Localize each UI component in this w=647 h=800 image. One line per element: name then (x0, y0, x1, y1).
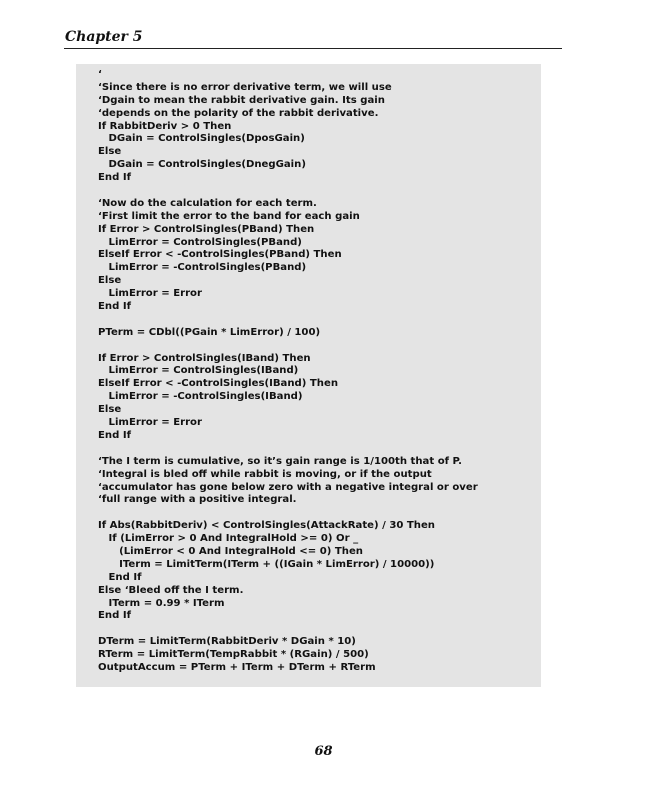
code-line: ElseIf Error < -ControlSingles(PBand) Then (98, 249, 342, 261)
code-line: ‘full range with a positive integral. (98, 494, 297, 506)
code-line: (LimError < 0 And IntegralHold <= 0) Then (98, 545, 363, 557)
code-line: LimError = -ControlSingles(PBand) (98, 262, 307, 274)
code-line (98, 185, 541, 198)
code-line: LimError = ControlSingles(PBand) (98, 236, 302, 248)
code-line (98, 443, 541, 456)
header-rule (64, 48, 562, 49)
code-line: End If (98, 571, 142, 583)
code-line: PTerm = CDbl((PGain * LimError) / 100) (98, 326, 321, 338)
code-line (98, 623, 541, 636)
chapter-title: Chapter 5 (65, 29, 143, 45)
code-line: Else (98, 275, 122, 287)
code-line: DTerm = LimitTerm(RabbitDeriv * DGain * 10) (98, 636, 356, 648)
code-line: ‘depends on the polarity of the rabbit derivative. (98, 107, 379, 119)
code-line: ITerm = LimitTerm(ITerm + ((IGain * LimError) / 10000)) (98, 558, 435, 570)
code-line: ‘Since there is no error derivative term, we will use (98, 81, 392, 93)
code-line: If (LimError > 0 And IntegralHold >= 0) Or _ (98, 533, 359, 545)
code-line: ElseIf Error < -ControlSingles(IBand) Then (98, 378, 339, 390)
code-line: End If (98, 301, 131, 313)
code-line: ITerm = 0.99 * ITerm (98, 597, 225, 609)
code-line: ‘Dgain to mean the rabbit derivative gain. Its gain (98, 94, 385, 106)
code-line: ‘Integral is bled off while rabbit is moving, or if the output (98, 468, 432, 480)
code-line: Else (98, 146, 122, 158)
code-line: ‘The I term is cumulative, so it’s gain range is 1/100th that of P. (98, 455, 462, 467)
code-line: Else ‘Bleed off the I term. (98, 584, 244, 596)
code-line: LimError = Error (98, 417, 202, 429)
code-line: If Abs(RabbitDeriv) < ControlSingles(AttackRate) / 30 Then (98, 520, 435, 532)
code-line: End If (98, 172, 131, 184)
code-line: End If (98, 429, 131, 441)
code-line: ‘First limit the error to the band for each gain (98, 210, 360, 222)
code-line: LimError = Error (98, 288, 202, 300)
code-line: LimError = -ControlSingles(IBand) (98, 391, 303, 403)
code-line: DGain = ControlSingles(DnegGain) (98, 159, 306, 171)
code-line: RTerm = LimitTerm(TempRabbit * (RGain) / 500) (98, 649, 369, 661)
code-line: LimError = ControlSingles(IBand) (98, 365, 299, 377)
code-line: ‘accumulator has gone below zero with a negative integral or over (98, 481, 478, 493)
code-line: End If (98, 610, 131, 622)
code-line (98, 507, 541, 520)
code-listing (76, 64, 541, 687)
code-line: OutputAccum = PTerm + ITerm + DTerm + RTerm (98, 661, 376, 673)
code-line: DGain = ControlSingles(DposGain) (98, 133, 305, 145)
code-line: If Error > ControlSingles(PBand) Then (98, 223, 315, 235)
code-line: If RabbitDeriv > 0 Then (98, 120, 232, 132)
code-line: ‘ (98, 69, 102, 80)
code-line (98, 314, 541, 327)
code-line: Else (98, 404, 122, 416)
code-line: If Error > ControlSingles(IBand) Then (98, 352, 311, 364)
code-line: ‘Now do the calculation for each term. (98, 197, 317, 209)
page-number: 68 (314, 744, 333, 759)
code-line (98, 340, 541, 353)
